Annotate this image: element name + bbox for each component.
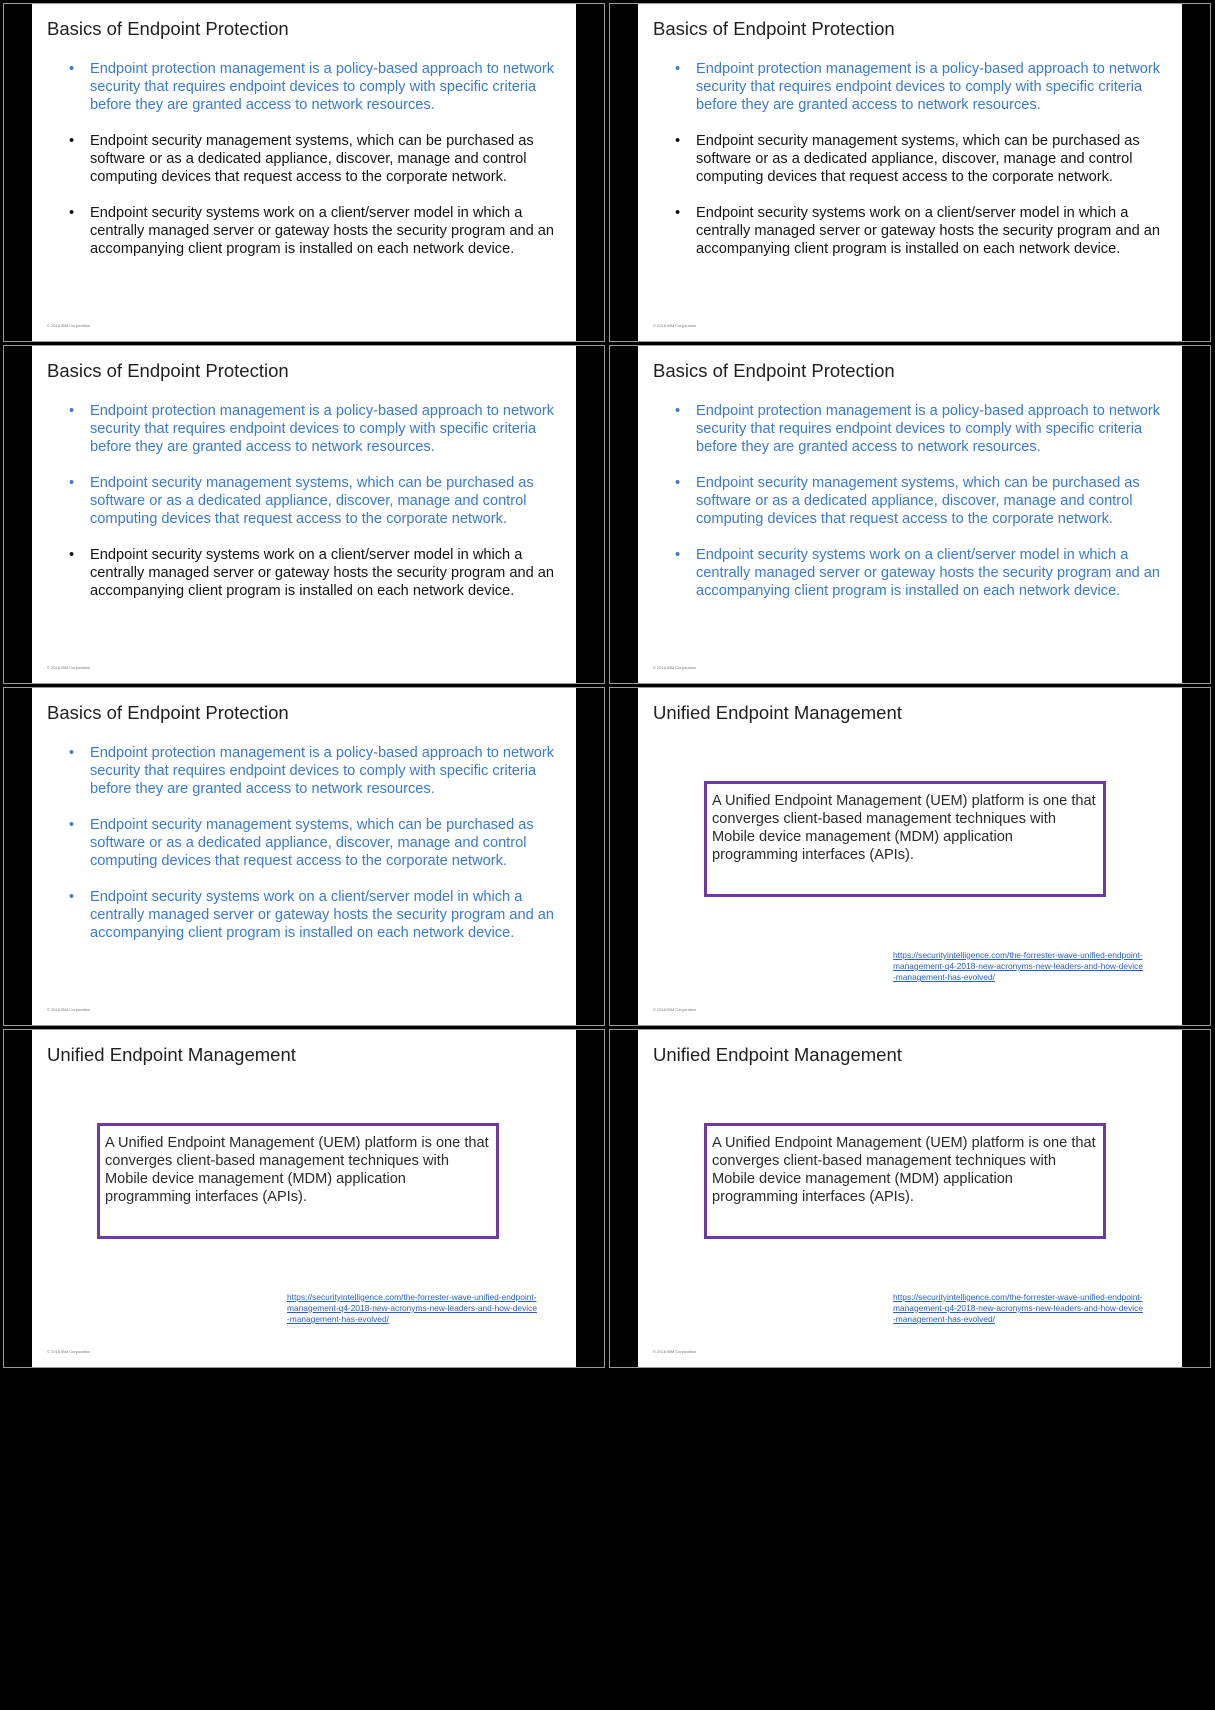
- bullet-text: Endpoint security management systems, which can be purchased as software or as a dedicated appliance, discover, manage and control computing devices that request access to the corporate network.: [696, 133, 1140, 185]
- bullet-item: [47, 204, 557, 258]
- bullet-text: Endpoint protection management is a policy-based approach to network security that requires endpoint devices to comply with specific criteria before they are granted access to network resources.: [90, 61, 555, 113]
- bullet-icon: •: [69, 889, 75, 905]
- uem-definition-box: A Unified Endpoint Management (UEM) platform is one that converges client-based management techniques with Mobile device management (MDM) application programming interfaces (APIs).: [704, 1123, 1106, 1239]
- bullet-item: [653, 132, 1163, 186]
- bullet-list: [47, 402, 557, 618]
- slide-title: Unified Endpoint Management: [653, 1044, 902, 1065]
- slide-footer: © 2018 IBM Corporation: [653, 323, 697, 328]
- bullet-text: Endpoint security systems work on a client/server model in which a centrally managed server or gateway hosts the security program and an accompanying client program is installed on each network device.: [90, 205, 554, 257]
- bullet-item: [653, 546, 1163, 600]
- slide-title: Basics of Endpoint Protection: [653, 360, 895, 381]
- slide-thumbnail[interactable]: [609, 345, 1211, 684]
- slide-title: Basics of Endpoint Protection: [47, 18, 289, 39]
- slide-title: Basics of Endpoint Protection: [47, 360, 289, 381]
- slide-footer: © 2018 IBM Corporation: [653, 1007, 697, 1012]
- slide-thumbnail[interactable]: [609, 1029, 1211, 1368]
- uem-definition-box: A Unified Endpoint Management (UEM) platform is one that converges client-based management techniques with Mobile device management (MDM) application programming interfaces (APIs).: [704, 781, 1106, 897]
- bullet-item: [47, 402, 557, 456]
- slide-footer: © 2018 IBM Corporation: [653, 665, 697, 670]
- slide-thumbnail[interactable]: [609, 3, 1211, 342]
- bullet-icon: •: [675, 403, 681, 419]
- bullet-text: Endpoint protection management is a policy-based approach to network security that requires endpoint devices to comply with specific criteria before they are granted access to network resources.: [90, 403, 555, 455]
- slide-footer: © 2018 IBM Corporation: [653, 1349, 697, 1354]
- bullet-item: [653, 402, 1163, 456]
- slide-thumbnail[interactable]: [609, 687, 1211, 1026]
- slide-title: Unified Endpoint Management: [653, 702, 902, 723]
- bullet-text: Endpoint security management systems, which can be purchased as software or as a dedicated appliance, discover, manage and control computing devices that request access to the corporate network.: [90, 817, 534, 869]
- bullet-item: [47, 546, 557, 600]
- bullet-text: Endpoint security management systems, which can be purchased as software or as a dedicated appliance, discover, manage and control computing devices that request access to the corporate network.: [696, 475, 1140, 527]
- bullet-icon: •: [69, 817, 75, 833]
- bullet-icon: •: [69, 133, 75, 149]
- bullet-icon: •: [675, 61, 681, 77]
- bullet-icon: •: [69, 61, 75, 77]
- slide-footer: © 2018 IBM Corporation: [47, 323, 91, 328]
- bullet-icon: •: [675, 205, 681, 221]
- bullet-item: [47, 816, 557, 870]
- slide-grid: [3, 3, 1211, 1710]
- bullet-text: Endpoint security systems work on a client/server model in which a centrally managed server or gateway hosts the security program and an accompanying client program is installed on each network device.: [90, 889, 554, 941]
- bullet-item: [653, 474, 1163, 528]
- slide-title: Unified Endpoint Management: [47, 1044, 296, 1065]
- bullet-text: Endpoint protection management is a policy-based approach to network security that requires endpoint devices to comply with specific criteria before they are granted access to network resources.: [696, 403, 1161, 455]
- slide-thumbnail[interactable]: [3, 687, 605, 1026]
- bullet-icon: •: [69, 745, 75, 761]
- slide-title: Basics of Endpoint Protection: [47, 702, 289, 723]
- slide-title: Basics of Endpoint Protection: [653, 18, 895, 39]
- bullet-list: [47, 60, 557, 276]
- source-link[interactable]: https://securityintelligence.com/the-forrester-wave-unified-endpoint-management-q4-2018-new-acronyms-new-leaders-and-how-device-management-has-evolved/: [893, 950, 1143, 982]
- slide-thumbnail[interactable]: [3, 345, 605, 684]
- bullet-item: [47, 744, 557, 798]
- slide-footer: © 2018 IBM Corporation: [47, 665, 91, 670]
- bullet-icon: •: [69, 547, 75, 563]
- bullet-text: Endpoint security systems work on a client/server model in which a centrally managed server or gateway hosts the security program and an accompanying client program is installed on each network device.: [696, 547, 1160, 599]
- bullet-list: [653, 402, 1163, 618]
- bullet-icon: •: [675, 475, 681, 491]
- slide-thumbnail[interactable]: [3, 1029, 605, 1368]
- bullet-item: [47, 474, 557, 528]
- bullet-text: Endpoint protection management is a policy-based approach to network security that requires endpoint devices to comply with specific criteria before they are granted access to network resources.: [696, 61, 1161, 113]
- bullet-text: Endpoint security management systems, which can be purchased as software or as a dedicated appliance, discover, manage and control computing devices that request access to the corporate network.: [90, 133, 534, 185]
- bullet-text: Endpoint security management systems, which can be purchased as software or as a dedicated appliance, discover, manage and control computing devices that request access to the corporate network.: [90, 475, 534, 527]
- bullet-icon: •: [69, 403, 75, 419]
- bullet-item: [653, 204, 1163, 258]
- slide-footer: © 2018 IBM Corporation: [47, 1349, 91, 1354]
- slide-thumbnail[interactable]: [3, 3, 605, 342]
- bullet-item: [47, 60, 557, 114]
- source-link[interactable]: https://securityintelligence.com/the-forrester-wave-unified-endpoint-management-q4-2018-new-acronyms-new-leaders-and-how-device-management-has-evolved/: [287, 1292, 537, 1324]
- bullet-list: [653, 60, 1163, 276]
- bullet-list: [47, 744, 557, 960]
- bullet-icon: •: [675, 547, 681, 563]
- bullet-item: [47, 132, 557, 186]
- bullet-text: Endpoint security systems work on a client/server model in which a centrally managed server or gateway hosts the security program and an accompanying client program is installed on each network device.: [90, 547, 554, 599]
- bullet-item: [653, 60, 1163, 114]
- source-link[interactable]: https://securityintelligence.com/the-forrester-wave-unified-endpoint-management-q4-2018-new-acronyms-new-leaders-and-how-device-management-has-evolved/: [893, 1292, 1143, 1324]
- slide-footer: © 2018 IBM Corporation: [47, 1007, 91, 1012]
- bullet-text: Endpoint protection management is a policy-based approach to network security that requires endpoint devices to comply with specific criteria before they are granted access to network resources.: [90, 745, 555, 797]
- bullet-icon: •: [69, 475, 75, 491]
- bullet-text: Endpoint security systems work on a client/server model in which a centrally managed server or gateway hosts the security program and an accompanying client program is installed on each network device.: [696, 205, 1160, 257]
- uem-definition-box: A Unified Endpoint Management (UEM) platform is one that converges client-based management techniques with Mobile device management (MDM) application programming interfaces (APIs).: [97, 1123, 499, 1239]
- bullet-icon: •: [675, 133, 681, 149]
- bullet-item: [47, 888, 557, 942]
- bullet-icon: •: [69, 205, 75, 221]
